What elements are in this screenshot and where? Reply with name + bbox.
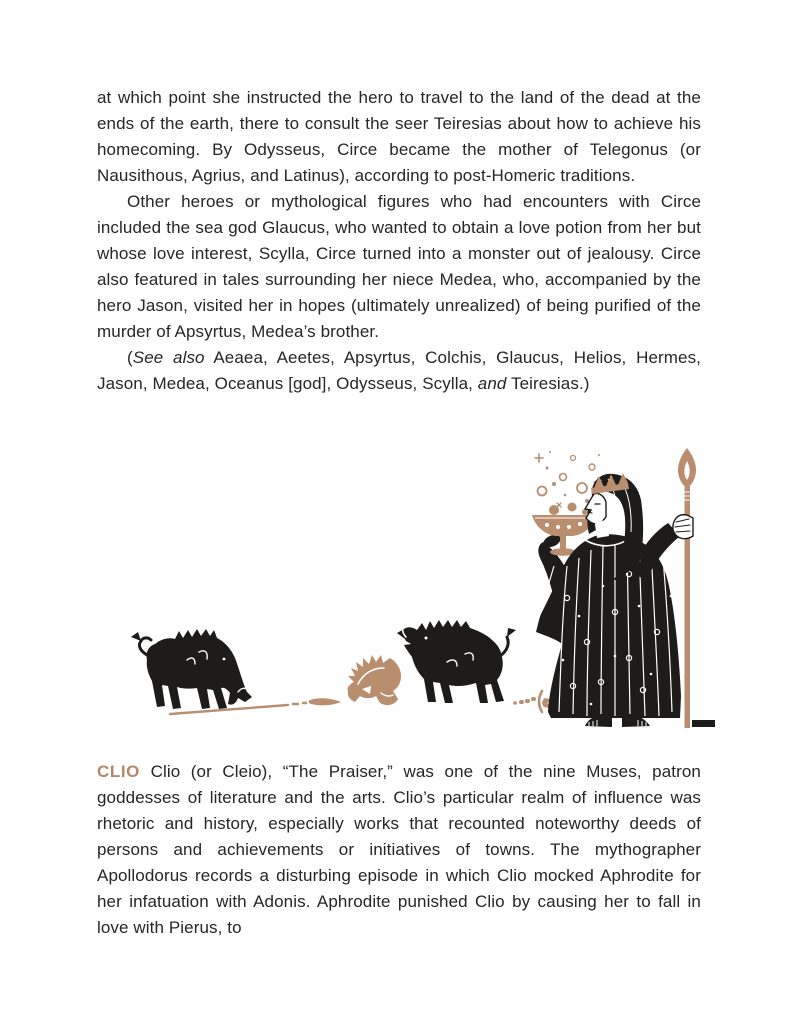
helmet-icon (347, 655, 401, 705)
paragraph-circe-other-heroes: Other heroes or mythological figures who had encounters with Circe included the sea god Glaucus, who wanted to obtain a love potion from her but whose love interest, Scylla, Circe turned into a monster out of jealousy. Circe also featured in tales surrounding her niece Medea, who, accompanied by the hero Jason, visited her in hopes (ultimately unrealized) of being purified of the murder of Apsyrtus, Medea’s brother. (97, 192, 701, 341)
clio-body-text: Clio (or Cleio), “The Praiser,” was one of the nine Muses, patron goddesses of literature and the arts. Clio’s particular realm of influence was rhetoric and history, especially works that recounted noteworthy deeds of persons and achievements or initiatives of towns. The mythographer Apollodorus records a disturbing episode in which Clio mocked Aphrodite for her infatuation with Adonis. Aphrodite punished Clio by causing her to fall in love with Pierus, to (97, 762, 701, 937)
ground-mark (692, 720, 715, 727)
paragraph-circe-continuation: at which point she instructed the hero to travel to the land of the dead at the ends of the earth, there to consult the seer Teiresias about how to achieve his homecoming. By Odysseus, Circe became the mother of Telegonus (or Nausithous, Agrius, and Latinus), according to post-Homeric traditions. (97, 88, 701, 185)
clio-entry-text (97, 759, 701, 941)
see-also-close: Teiresias.) (506, 374, 590, 393)
boar-left-icon (131, 629, 252, 709)
circe-entry-text (97, 85, 701, 397)
entry-clio (97, 759, 701, 941)
see-also-label: See also (132, 348, 205, 367)
entry-headword-clio: CLIO (97, 762, 141, 781)
see-also-open: ( (127, 348, 133, 367)
see-also-list: Aeaea, Aeetes, Apsyrtus, Colchis, Glaucus, Helios, Hermes, Jason, Medea, Oceanus [god], Odysseus, Scylla, (97, 348, 701, 393)
see-also-and: and (477, 374, 507, 393)
staff-icon (678, 448, 696, 728)
circe-illustration (95, 446, 715, 731)
boar-right-icon (395, 620, 516, 703)
flame-icon (678, 448, 696, 488)
see-also-note (97, 345, 701, 397)
circe-figure-icon (532, 448, 715, 728)
spear-icon (170, 698, 341, 714)
